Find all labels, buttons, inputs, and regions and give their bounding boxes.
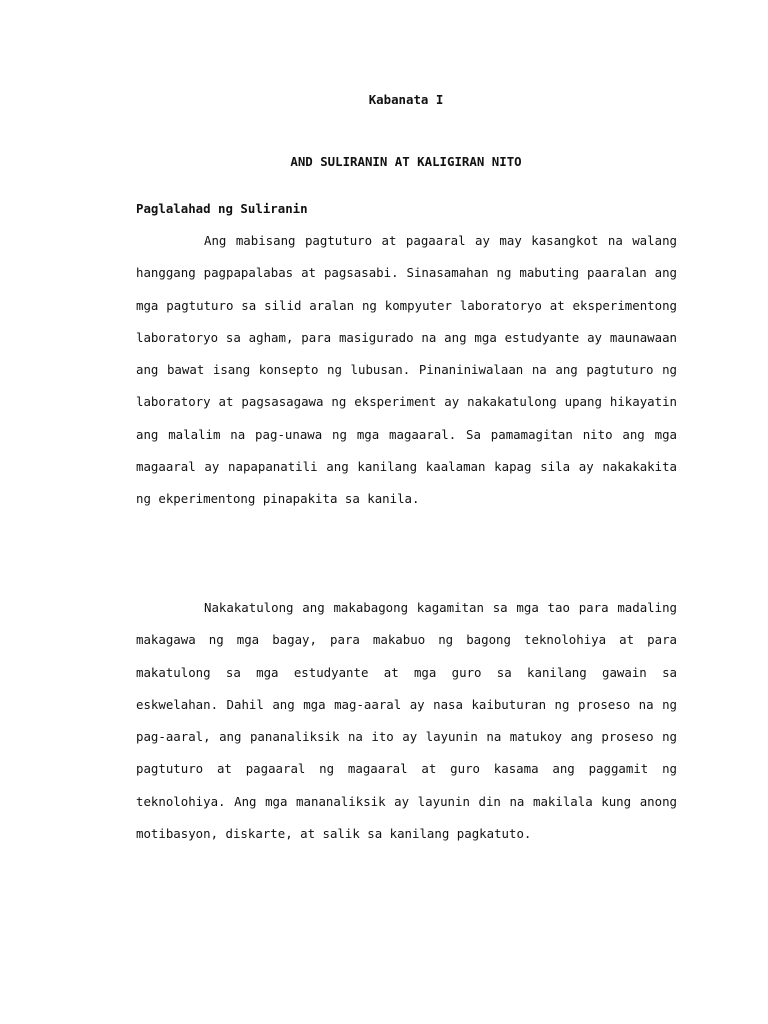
chapter-label: Kabanata I (368, 92, 444, 107)
chapter-title: AND SULIRANIN AT KALIGIRAN NITO (290, 154, 522, 169)
section-heading: Paglalahad ng Suliranin (136, 201, 308, 216)
body-paragraph-2: Nakakatulong ang makabagong kagamitan sa mga tao para madaling makagawa ng mga bagay, para makabuo ng bagong teknolohiya at para makatulong sa mga estudyante at mga guro sa kanilang gawain sa eskwelahan. Dahil ang mga mag-aaral ay nasa kaibuturan ng proseso na ng pag-aaral, ang pananaliksik na ito ay layunin na matukoy ang proseso ng pagtuturo at pagaaral ng magaaral at guro kasama ang paggamit ng teknolohiya. Ang mga mananaliksik ay layunin din na makilala kung anong motibasyon, diskarte, at salik sa kanilang pagkatuto. (136, 600, 677, 842)
body-paragraph-1: Ang mabisang pagtuturo at pagaaral ay may kasangkot na walang hanggang pagpapalabas at pagsasabi. Sinasamahan ng mabuting paaralan ang mga pagtuturo sa silid aralan ng kompyuter laboratoryo at eksperimentong laboratoryo sa agham, para masigurado na ang mga estudyante ay maunawaan ang bawat isang konsepto ng lubusan. Pinaniniwalaan na ang pagtuturo ng laboratory at pagsasagawa ng eksperiment ay nakakatulong upang hikayatin ang malalim na pag-unawa ng mga magaaral. Sa pamamagitan nito ang mga magaaral ay napapanatili ang kanilang kaalaman kapag sila ay nakakakita ng ekperimentong pinapakita sa kanila. (136, 233, 677, 507)
